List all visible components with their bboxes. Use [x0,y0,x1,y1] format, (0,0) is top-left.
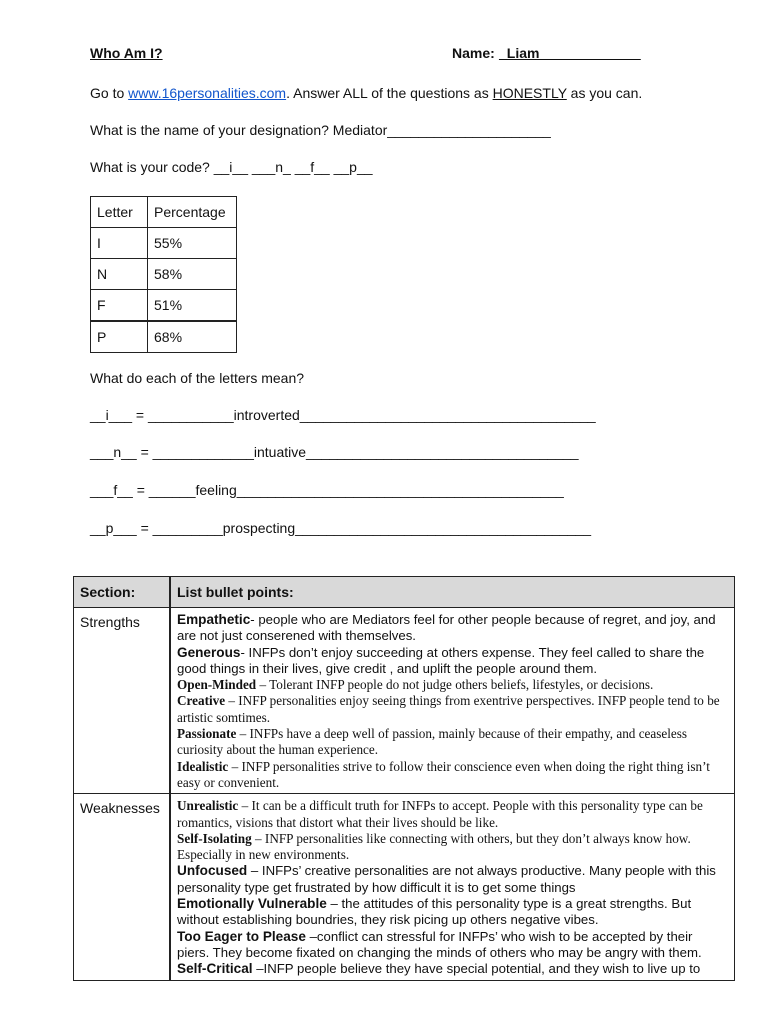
entry-text: –conflict can stressful for INFPs’ who wish to be accepted by their piers. They become fixated on changing the minds of others who may be angry with them. [177,928,702,960]
entry-text: – It can be a difficult truth for INFPs to accept. People with this personality type can be romantics, visions that distort what their lives should be like. [177,798,703,830]
letter-meaning-f: ___f__ = ______feeling__________________________________________ [90,482,564,498]
entry-term: Unfocused [177,863,248,879]
entry-text: – INFPs have a deep well of passion, mainly because of their empathy, and ceaseless curiosity about the human experience. [177,726,688,758]
list-item [177,961,728,977]
entry-text: - INFPs don’t enjoy succeeding at others expense. They feel called to share the good things in their lives, give credit , and uplift the people around them. [177,644,705,676]
list-item [177,645,728,678]
bullets-header: List bullet points: [170,577,735,608]
entry-term: Too Eager to Please [177,928,306,944]
entry-text: - people who are Mediators feel for other people because of regret, and joy, and are not just conserened with themselves. [177,612,716,644]
section-label: Strengths [74,608,171,794]
entry-text: – INFP personalities enjoy seeing things from exentrive perspectives. INFP people tend to be artistic somtimes. [177,693,720,725]
list-item [177,863,728,896]
section-label: Weaknesses [74,794,171,980]
instructions-emphasis: HONESTLY [492,85,567,101]
list-item [177,612,728,645]
list-item [177,831,728,864]
letter-percentage-table [90,196,237,353]
percentage-cell: 58% [148,259,237,290]
list-item [177,896,728,929]
strengths-weaknesses-table [73,576,735,981]
instructions-suffix: as you can. [566,85,643,101]
page-title: Who Am I? [90,45,163,61]
instructions-middle: . Answer ALL of the questions as [286,85,493,101]
code-question: What is your code? __i__ ___n_ __f__ __p__ [90,159,373,175]
entry-text: – INFP personalities like connecting with others, but they don’t always know how. Especially in new environments. [177,830,691,863]
entry-term: Passionate [177,726,237,742]
letter-cell: F [91,290,148,322]
percentage-cell: 51% [148,290,237,322]
letter-cell: I [91,228,148,259]
table-row [91,321,237,353]
designation-question: What is the name of your designation? Mediator_____________________ [90,122,551,138]
letter-meaning-n: ___n__ = _____________intuative___________________________________ [90,444,579,460]
letter-cell: N [91,259,148,290]
letter-header: Letter [91,197,148,228]
letter-meaning-p: __p___ = _________prospecting______________________________________ [90,520,591,536]
percentage-header: Percentage [148,197,237,228]
instructions-prefix: Go to [90,85,129,101]
table-row [91,290,237,322]
entry-term: Open-Minded [177,677,257,693]
bullet-list [170,794,735,980]
letters-question: What do each of the letters mean? [90,370,305,386]
percentage-cell: 55% [148,228,237,259]
entry-text: – Tolerant INFP people do not judge others beliefs, lifestyles, or decisions. [256,677,654,693]
weaknesses-row [74,794,735,980]
strengths-row [74,608,735,794]
name-label: Name: [452,45,495,61]
entry-text: – INFPs’ creative personalities are not always productive. Many people with this personality type get frustrated by how difficult it is to get some things [177,863,716,895]
letter-cell: P [91,321,148,353]
name-value: _Liam_____________ [499,45,641,61]
entry-text: – the attitudes of this personality type is a great strengths. But without establishing boundries, they risk picing up others negative vibes. [177,896,692,928]
entry-text: –INFP people believe they have special potential, and they wish to live up to [252,961,701,977]
list-item [177,693,728,726]
entry-term: Generous [177,644,241,660]
list-item [177,759,728,792]
entry-text: – INFP personalities strive to follow their conscience even when doing the right thing isn’t easy or convenient. [177,758,710,790]
entry-term: Unrealistic [177,798,239,814]
table-row [91,259,237,290]
table-header-row [74,577,735,608]
16personalities-link[interactable]: www.16personalities.com [128,85,287,101]
bullet-list [170,608,735,794]
table-header-row [91,197,237,228]
list-item [177,677,728,693]
list-item [177,929,728,962]
entry-term: Creative [177,693,226,709]
entry-term: Emotionally Vulnerable [177,896,327,912]
list-item [177,798,728,831]
list-item [177,726,728,759]
letter-meaning-i: __i___ = ___________introverted______________________________________ [90,407,596,423]
entry-term: Empathetic [177,612,251,627]
percentage-cell: 68% [148,321,237,353]
entry-term: Self-Critical [177,961,253,977]
instructions-line [90,85,642,101]
entry-term: Self-Isolating [177,830,252,846]
table-row [91,228,237,259]
entry-term: Idealistic [177,758,229,774]
section-header: Section: [74,577,171,608]
